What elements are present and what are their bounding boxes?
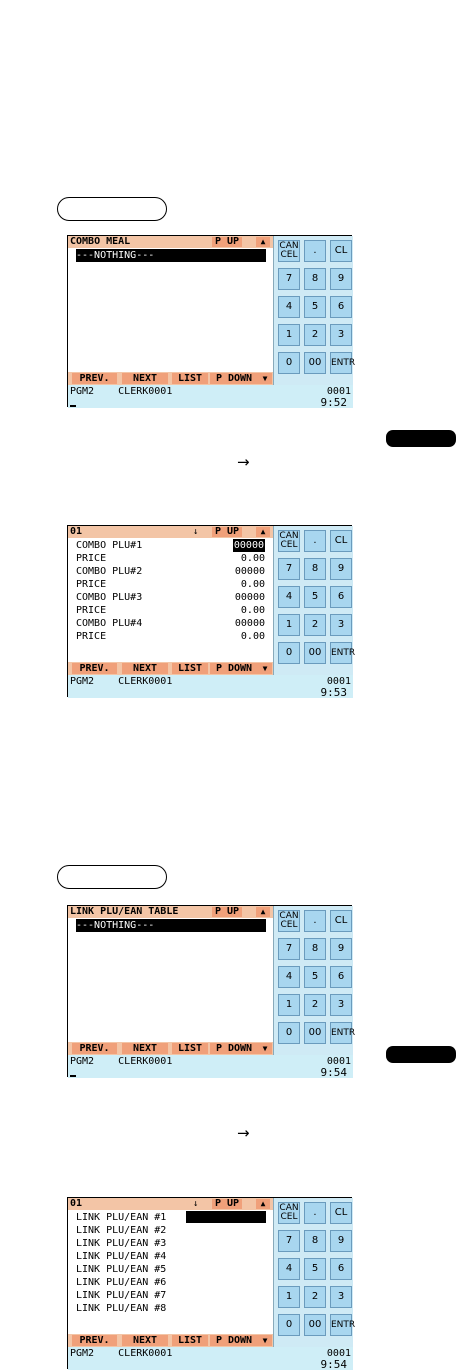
- screen-title: 01: [70, 526, 83, 537]
- clock-label: 9:54: [320, 1066, 347, 1079]
- title-bar: [68, 526, 273, 538]
- step-pill-1: [57, 197, 167, 221]
- key-00[interactable]: 00: [304, 352, 326, 374]
- key-7[interactable]: 7: [278, 1230, 300, 1252]
- key-2[interactable]: 2: [304, 994, 326, 1016]
- list-item-value[interactable]: 00000: [233, 540, 264, 551]
- list-item[interactable]: [68, 565, 273, 578]
- title-bar: [68, 906, 273, 918]
- key-5[interactable]: 5: [304, 966, 326, 988]
- counter-label: 0001: [326, 386, 351, 397]
- key-1[interactable]: 1: [278, 994, 300, 1016]
- input-cursor-field[interactable]: [186, 1211, 266, 1223]
- clock-label: 9:53: [320, 686, 347, 699]
- key-1[interactable]: 1: [278, 324, 300, 346]
- key-7[interactable]: 7: [278, 268, 300, 290]
- status-bar: [68, 1055, 353, 1078]
- function-bar: [68, 372, 273, 385]
- list-item-value[interactable]: 0.00: [240, 605, 265, 616]
- list-item-value[interactable]: 0.00: [240, 553, 265, 564]
- page-up-button[interactable]: P UP: [212, 907, 242, 917]
- scroll-up-icon[interactable]: ▲: [256, 237, 270, 247]
- mode-clerk-label: PGM2 CLERK0001: [70, 676, 173, 687]
- list-item[interactable]: [68, 1237, 273, 1250]
- list-item-value[interactable]: 00000: [234, 566, 265, 577]
- list-item-label: LINK PLU/EAN #7: [76, 1290, 167, 1301]
- key-dot[interactable]: .: [304, 240, 326, 262]
- keypad: [273, 236, 356, 385]
- list-item-label: COMBO PLU#4: [76, 618, 143, 629]
- key-cl[interactable]: CL: [330, 910, 352, 932]
- func-button-list[interactable]: LIST: [172, 663, 208, 674]
- list-item[interactable]: [68, 1289, 273, 1302]
- terminal-screen-3: [67, 905, 356, 1079]
- key-0[interactable]: 0: [278, 352, 300, 374]
- list-item[interactable]: [68, 1250, 273, 1263]
- key-cl[interactable]: CL: [330, 1202, 352, 1224]
- keypad: [273, 906, 356, 1055]
- key-can-cel[interactable]: CAN CEL: [279, 531, 299, 550]
- key-1[interactable]: 1: [278, 614, 300, 636]
- counter-label: 0001: [326, 1348, 351, 1359]
- key-8[interactable]: 8: [304, 1230, 326, 1252]
- key-00[interactable]: 00: [304, 642, 326, 664]
- list-item-label: COMBO PLU#2: [76, 566, 143, 577]
- func-button-next[interactable]: NEXT: [122, 1043, 168, 1054]
- list-item[interactable]: [68, 1224, 273, 1237]
- func-button-p-down[interactable]: P DOWN: [210, 663, 258, 674]
- key-8[interactable]: 8: [304, 938, 326, 960]
- list-item-label: LINK PLU/EAN #2: [76, 1225, 167, 1236]
- key-dot[interactable]: .: [304, 1202, 326, 1224]
- list-item-label: PRICE: [76, 553, 107, 564]
- list-item-value[interactable]: 0.00: [240, 631, 265, 642]
- func-button-next[interactable]: NEXT: [122, 1335, 168, 1346]
- key-can-cel[interactable]: CAN CEL: [279, 241, 299, 260]
- key-3[interactable]: 3: [330, 994, 352, 1016]
- list-item-label: ---NOTHING---: [76, 250, 155, 261]
- key-9[interactable]: 9: [330, 1230, 352, 1252]
- func-button-p-down[interactable]: P DOWN: [210, 1335, 258, 1346]
- scroll-down-icon[interactable]: ▼: [258, 663, 272, 674]
- down-arrow-icon: ↓: [193, 1199, 199, 1209]
- mode-clerk-label: PGM2 CLERK0001: [70, 1348, 173, 1359]
- key-3[interactable]: 3: [330, 1286, 352, 1308]
- scroll-up-icon[interactable]: ▲: [256, 1199, 270, 1209]
- key-entr[interactable]: ENTR: [330, 352, 352, 374]
- key-7[interactable]: 7: [278, 938, 300, 960]
- key-3[interactable]: 3: [330, 324, 352, 346]
- key-2[interactable]: 2: [304, 324, 326, 346]
- mode-clerk-label: PGM2 CLERK0001: [70, 386, 173, 397]
- terminal-screen-2: [67, 525, 356, 699]
- list-item-value[interactable]: 00000: [234, 618, 265, 629]
- list-item[interactable]: [68, 552, 273, 565]
- func-button-prev[interactable]: PREV.: [72, 373, 117, 384]
- terminal-screen-1: [67, 235, 356, 409]
- screen-title: LINK PLU/EAN TABLE: [70, 906, 179, 917]
- keypad: [273, 526, 356, 675]
- function-bar: [68, 1042, 273, 1055]
- func-button-prev[interactable]: PREV.: [72, 1335, 117, 1346]
- list-item[interactable]: [68, 1263, 273, 1276]
- list-area: [68, 236, 273, 385]
- key-dot[interactable]: .: [304, 530, 326, 552]
- text-cursor: [70, 405, 76, 407]
- key-6[interactable]: 6: [330, 966, 352, 988]
- page-up-button[interactable]: P UP: [212, 1199, 242, 1209]
- screen-title: COMBO MEAL: [70, 236, 131, 247]
- key-0[interactable]: 0: [278, 1314, 300, 1336]
- function-bar: [68, 1334, 273, 1347]
- list-item-label: LINK PLU/EAN #6: [76, 1277, 167, 1288]
- key-2[interactable]: 2: [304, 614, 326, 636]
- screen-title: 01: [70, 1198, 83, 1209]
- list-item-label: LINK PLU/EAN #4: [76, 1251, 167, 1262]
- title-bar: [68, 236, 273, 248]
- down-arrow-icon: ↓: [193, 527, 199, 537]
- list-item-label: LINK PLU/EAN #1: [76, 1212, 167, 1223]
- key-8[interactable]: 8: [304, 558, 326, 580]
- list-item-label: PRICE: [76, 605, 107, 616]
- mode-clerk-label: PGM2 CLERK0001: [70, 1056, 173, 1067]
- key-entr[interactable]: ENTR: [330, 642, 352, 664]
- list-item[interactable]: [68, 604, 273, 617]
- func-button-p-down[interactable]: P DOWN: [210, 373, 258, 384]
- list-item[interactable]: [68, 591, 273, 604]
- key-cl[interactable]: CL: [330, 530, 352, 552]
- clock-label: 9:54: [320, 1358, 347, 1371]
- key-6[interactable]: 6: [330, 296, 352, 318]
- key-6[interactable]: 6: [330, 1258, 352, 1280]
- list-item[interactable]: [68, 617, 273, 630]
- page-up-button[interactable]: P UP: [212, 527, 242, 537]
- list-area: [68, 1198, 273, 1347]
- list-item[interactable]: [68, 578, 273, 591]
- func-button-p-down[interactable]: P DOWN: [210, 1043, 258, 1054]
- list-item-label: PRICE: [76, 579, 107, 590]
- scroll-up-icon[interactable]: ▲: [256, 907, 270, 917]
- list-item-label: LINK PLU/EAN #8: [76, 1303, 167, 1314]
- counter-label: 0001: [326, 676, 351, 687]
- func-button-list[interactable]: LIST: [172, 1043, 208, 1054]
- list-item-label: COMBO PLU#3: [76, 592, 143, 603]
- key-9[interactable]: 9: [330, 558, 352, 580]
- key-entr[interactable]: ENTR: [330, 1314, 352, 1336]
- key-00[interactable]: 00: [304, 1314, 326, 1336]
- key-can-cel[interactable]: CAN CEL: [279, 1203, 299, 1222]
- key-tab-1: [386, 430, 456, 447]
- list-item-value[interactable]: 0.00: [240, 579, 265, 590]
- scroll-down-icon[interactable]: ▼: [258, 1335, 272, 1346]
- func-button-next[interactable]: NEXT: [122, 373, 168, 384]
- key-2[interactable]: 2: [304, 1286, 326, 1308]
- list-area: [68, 906, 273, 1055]
- func-button-list[interactable]: LIST: [172, 373, 208, 384]
- list-item-label: COMBO PLU#1: [76, 540, 143, 551]
- key-4[interactable]: 4: [278, 296, 300, 318]
- key-5[interactable]: 5: [304, 586, 326, 608]
- key-1[interactable]: 1: [278, 1286, 300, 1308]
- key-4[interactable]: 4: [278, 1258, 300, 1280]
- list-item[interactable]: [76, 919, 266, 932]
- key-dot[interactable]: .: [304, 910, 326, 932]
- page-up-button[interactable]: P UP: [212, 237, 242, 247]
- key-4[interactable]: 4: [278, 586, 300, 608]
- key-can-cel[interactable]: CAN CEL: [279, 911, 299, 930]
- list-item-value[interactable]: 00000: [234, 592, 265, 603]
- func-button-next[interactable]: NEXT: [122, 663, 168, 674]
- list-item[interactable]: [68, 1302, 273, 1315]
- func-button-list[interactable]: LIST: [172, 1335, 208, 1346]
- text-cursor: [70, 1075, 76, 1077]
- func-button-prev[interactable]: PREV.: [72, 663, 117, 674]
- clock-label: 9:52: [320, 396, 347, 409]
- list-area: [68, 526, 273, 675]
- key-7[interactable]: 7: [278, 558, 300, 580]
- terminal-screen-4: [67, 1197, 356, 1371]
- list-item-label: PRICE: [76, 631, 107, 642]
- func-button-prev[interactable]: PREV.: [72, 1043, 117, 1054]
- arrow-icon: →: [237, 1124, 250, 1142]
- list-item-label: LINK PLU/EAN #5: [76, 1264, 167, 1275]
- scroll-down-icon[interactable]: ▼: [258, 373, 272, 384]
- key-5[interactable]: 5: [304, 296, 326, 318]
- status-bar: [68, 1347, 353, 1370]
- title-bar: [68, 1198, 273, 1210]
- key-3[interactable]: 3: [330, 614, 352, 636]
- key-4[interactable]: 4: [278, 966, 300, 988]
- key-6[interactable]: 6: [330, 586, 352, 608]
- key-0[interactable]: 0: [278, 642, 300, 664]
- list-item-label: ---NOTHING---: [76, 920, 155, 931]
- step-pill-2: [57, 865, 167, 889]
- key-8[interactable]: 8: [304, 268, 326, 290]
- status-bar: [68, 385, 353, 408]
- key-tab-2: [386, 1046, 456, 1063]
- list-item[interactable]: [68, 630, 273, 643]
- list-item-label: LINK PLU/EAN #3: [76, 1238, 167, 1249]
- arrow-icon: →: [237, 453, 250, 471]
- counter-label: 0001: [326, 1056, 351, 1067]
- key-cl[interactable]: CL: [330, 240, 352, 262]
- scroll-down-icon[interactable]: ▼: [258, 1043, 272, 1054]
- keypad: [273, 1198, 356, 1347]
- key-9[interactable]: 9: [330, 268, 352, 290]
- scroll-up-icon[interactable]: ▲: [256, 527, 270, 537]
- list-item[interactable]: [68, 1211, 273, 1224]
- key-00[interactable]: 00: [304, 1022, 326, 1044]
- list-item[interactable]: [76, 249, 266, 262]
- key-9[interactable]: 9: [330, 938, 352, 960]
- key-5[interactable]: 5: [304, 1258, 326, 1280]
- status-bar: [68, 675, 353, 698]
- list-item[interactable]: [68, 1276, 273, 1289]
- key-entr[interactable]: ENTR: [330, 1022, 352, 1044]
- function-bar: [68, 662, 273, 675]
- key-0[interactable]: 0: [278, 1022, 300, 1044]
- list-item[interactable]: [68, 539, 273, 552]
